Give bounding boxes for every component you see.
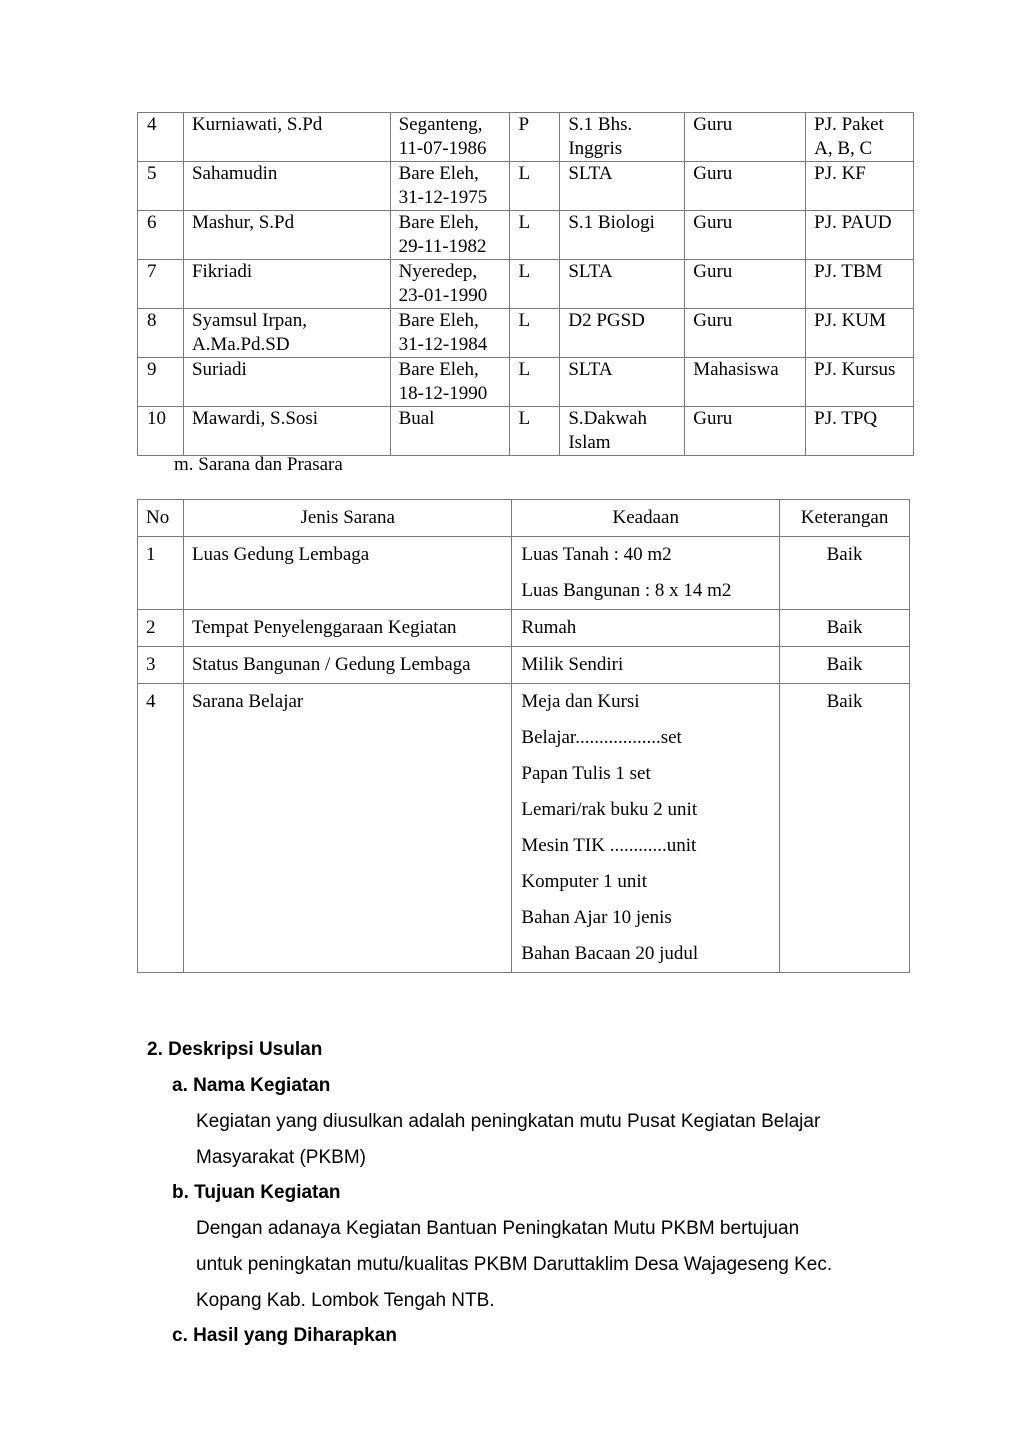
staff-role-line: PJ. Kursus [814, 359, 896, 380]
staff-education-line: SLTA [568, 163, 613, 184]
header-keadaan: Keadaan [512, 500, 780, 537]
table-row [138, 407, 914, 456]
staff-birth [390, 260, 510, 309]
facility-keadaan-line: Lemari/rak buku 2 unit [521, 799, 698, 820]
table-row [138, 684, 910, 973]
header-jenis: Jenis Sarana [183, 500, 511, 537]
staff-role [806, 358, 914, 407]
staff-birth-line: Nyeredep, [398, 261, 478, 282]
facility-keterangan: Baik [780, 684, 910, 973]
staff-role-line: PJ. KUM [814, 310, 886, 331]
table-row [138, 309, 914, 358]
staff-birth-line: Bare Eleh, [398, 359, 479, 380]
facility-keadaan-line: Komputer 1 unit [521, 871, 647, 892]
table-row [138, 537, 910, 610]
staff-education-line: SLTA [568, 261, 613, 282]
facility-keadaan-line: Papan Tulis 1 set [521, 763, 651, 784]
staff-birth-line: 18-12-1990 [398, 383, 488, 404]
staff-birth [390, 211, 510, 260]
staff-birth [390, 309, 510, 358]
staff-birth-line: Seganteng, [398, 114, 483, 135]
facility-jenis: Tempat Penyelenggaraan Kegiatan [183, 610, 511, 647]
staff-no: 10 [138, 407, 184, 456]
staff-education [560, 260, 685, 309]
staff-name [183, 260, 390, 309]
staff-birth-line: Bare Eleh, [398, 310, 479, 331]
subsection-b-line: untuk peningkatan mutu/kualitas PKBM Daruttaklim Desa Wajageseng Kec. [196, 1254, 833, 1275]
staff-education [560, 407, 685, 456]
facility-keadaan-line: Meja dan Kursi [521, 691, 640, 712]
header-no: No [138, 500, 184, 537]
staff-birth-line: Bual [398, 408, 435, 429]
staff-role-line: PJ. PAUD [814, 212, 892, 233]
staff-role-line: PJ. Paket [814, 114, 884, 135]
staff-job: Guru [685, 407, 806, 456]
facility-keterangan: Baik [780, 537, 910, 610]
table-row [138, 260, 914, 309]
staff-name-line: Sahamudin [191, 163, 278, 184]
facility-keadaan-line: Luas Tanah : 40 m2 [521, 544, 672, 565]
facility-keadaan [512, 647, 780, 684]
facility-keterangan: Baik [780, 647, 910, 684]
staff-name [183, 211, 390, 260]
facility-table [137, 499, 910, 973]
staff-role-line: PJ. KF [814, 163, 866, 184]
staff-role-line: PJ. TBM [814, 261, 883, 282]
facility-no: 3 [138, 647, 184, 684]
staff-name-line: Kurniawati, S.Pd [191, 114, 323, 135]
staff-education-line: SLTA [568, 359, 613, 380]
staff-table [137, 112, 914, 456]
staff-education-line: S.1 Biologi [568, 212, 655, 233]
staff-name-line: Fikriadi [191, 261, 253, 282]
staff-role [806, 113, 914, 162]
facility-header-row [138, 500, 910, 537]
subsection-a-line: Kegiatan yang diusulkan adalah peningkatan mutu Pusat Kegiatan Belajar [196, 1111, 821, 1132]
staff-job: Guru [685, 211, 806, 260]
staff-no: 6 [138, 211, 184, 260]
staff-education-line: Inggris [568, 138, 623, 159]
staff-sex: P [510, 113, 560, 162]
staff-education [560, 113, 685, 162]
staff-role [806, 260, 914, 309]
section-title: 2. Deskripsi Usulan [147, 1039, 323, 1060]
staff-sex: L [510, 407, 560, 456]
staff-sex: L [510, 211, 560, 260]
staff-no: 5 [138, 162, 184, 211]
facility-keadaan-line: Bahan Ajar 10 jenis [521, 907, 672, 928]
staff-birth-line: 23-01-1990 [398, 285, 488, 306]
table-row [138, 113, 914, 162]
staff-sex: L [510, 162, 560, 211]
staff-education [560, 162, 685, 211]
facility-keadaan [512, 537, 780, 610]
staff-birth [390, 162, 510, 211]
staff-name [183, 407, 390, 456]
staff-birth-line: 31-12-1975 [398, 187, 488, 208]
staff-role [806, 309, 914, 358]
staff-role [806, 407, 914, 456]
header-keterangan: Keterangan [780, 500, 910, 537]
facility-keadaan [512, 684, 780, 973]
staff-birth-line: Bare Eleh, [398, 163, 479, 184]
staff-birth-line: 11-07-1986 [398, 138, 487, 159]
staff-sex: L [510, 260, 560, 309]
subsection-c-title: c. Hasil yang Diharapkan [172, 1325, 397, 1346]
facility-keterangan: Baik [780, 610, 910, 647]
staff-education-line: S.1 Bhs. [568, 114, 633, 135]
staff-name-line: Mashur, S.Pd [191, 212, 295, 233]
facility-keadaan-line: Bahan Bacaan 20 judul [521, 943, 699, 964]
staff-education [560, 309, 685, 358]
facility-keadaan-line: Rumah [521, 617, 577, 638]
staff-education [560, 358, 685, 407]
staff-birth [390, 407, 510, 456]
staff-name [183, 162, 390, 211]
staff-birth [390, 358, 510, 407]
facility-jenis: Luas Gedung Lembaga [183, 537, 511, 610]
table-row [138, 211, 914, 260]
facility-jenis: Sarana Belajar [183, 684, 511, 973]
staff-name-line: Mawardi, S.Sosi [191, 408, 319, 429]
facility-keadaan [512, 610, 780, 647]
table-row [138, 647, 910, 684]
staff-job: Guru [685, 260, 806, 309]
facility-keadaan-line: Luas Bangunan : 8 x 14 m2 [521, 580, 732, 601]
subsection-a-line: Masyarakat (PKBM) [196, 1147, 366, 1168]
staff-role-line: A, B, C [814, 138, 873, 159]
staff-birth [390, 113, 510, 162]
staff-job: Mahasiswa [685, 358, 806, 407]
staff-name-line: Suriadi [191, 359, 247, 380]
staff-no: 7 [138, 260, 184, 309]
staff-sex: L [510, 309, 560, 358]
facility-no: 1 [138, 537, 184, 610]
table-row [138, 358, 914, 407]
staff-name [183, 309, 390, 358]
staff-name [183, 358, 390, 407]
staff-sex: L [510, 358, 560, 407]
staff-job: Guru [685, 162, 806, 211]
staff-job: Guru [685, 309, 806, 358]
table-row [138, 162, 914, 211]
staff-role [806, 211, 914, 260]
facility-keadaan-line: Belajar..................set [521, 727, 682, 748]
facility-keadaan-line: Mesin TIK ............unit [521, 835, 697, 856]
facility-no: 4 [138, 684, 184, 973]
staff-birth-line: 29-11-1982 [398, 236, 487, 257]
facility-caption: m. Sarana dan Prasara [174, 454, 343, 475]
staff-no: 4 [138, 113, 184, 162]
table-row [138, 610, 910, 647]
staff-education-line: S.Dakwah [568, 408, 647, 429]
staff-education [560, 211, 685, 260]
facility-no: 2 [138, 610, 184, 647]
staff-role-line: PJ. TPQ [814, 408, 878, 429]
facility-jenis: Status Bangunan / Gedung Lembaga [183, 647, 511, 684]
subsection-b-line: Dengan adanaya Kegiatan Bantuan Peningkatan Mutu PKBM bertujuan [196, 1218, 800, 1239]
staff-education-line: D2 PGSD [568, 310, 645, 331]
staff-birth-line: Bare Eleh, [398, 212, 479, 233]
subsection-b-title: b. Tujuan Kegiatan [172, 1182, 341, 1203]
staff-role [806, 162, 914, 211]
staff-name-line: Syamsul Irpan, [191, 310, 307, 331]
subsection-a-title: a. Nama Kegiatan [172, 1075, 331, 1096]
facility-keadaan-line: Milik Sendiri [521, 654, 624, 675]
staff-job: Guru [685, 113, 806, 162]
staff-no: 8 [138, 309, 184, 358]
staff-birth-line: 31-12-1984 [398, 334, 488, 355]
staff-name-line: A.Ma.Pd.SD [191, 334, 290, 355]
staff-no: 9 [138, 358, 184, 407]
subsection-b-line: Kopang Kab. Lombok Tengah NTB. [196, 1290, 495, 1311]
staff-name [183, 113, 390, 162]
staff-education-line: Islam [568, 432, 611, 453]
